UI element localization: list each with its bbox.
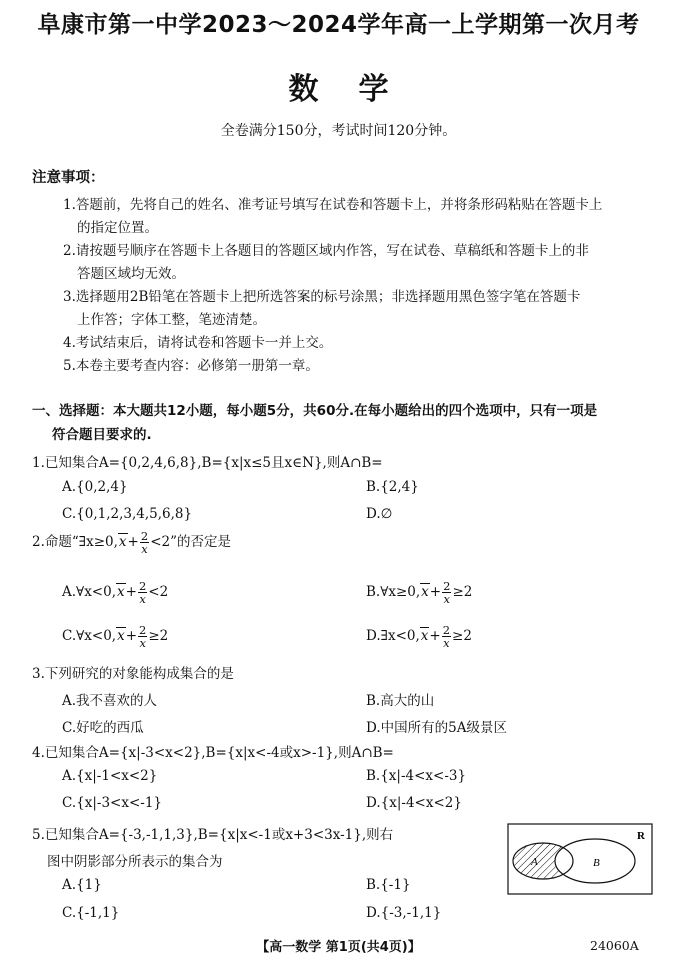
q4-option-a: A.{x|-1<x<2} xyxy=(62,768,158,784)
note-line: 的指定位置。 xyxy=(77,220,158,236)
section-heading: 一、选择题：本大题共12小题，每小题5分，共60分.在每小题给出的四个选项中，只有一项是 xyxy=(32,403,598,419)
q1-option-d: D.∅ xyxy=(366,506,393,522)
exam-title: 阜康市第一中学2023～2024学年高一上学期第一次月考 xyxy=(37,12,640,38)
question-5-stem-cont: 图中阴影部分所表示的集合为 xyxy=(47,854,223,870)
set-b-label: B xyxy=(593,857,600,869)
question-4-stem: 4.已知集合A={x|-3<x<2},B={x|x<-4或x>-1},则A∩B= xyxy=(32,745,394,761)
q2-option-d: D.∃x<0,x+ $\frac{2}{x}$ ≥2 xyxy=(366,623,472,650)
q1-option-a: A.{0,2,4} xyxy=(62,479,128,495)
q3-option-a: A.我不喜欢的人 xyxy=(62,693,158,709)
q1-option-c: C.{0,1,2,3,4,5,6,8} xyxy=(62,506,193,522)
q4-option-b: B.{x|-4<x<-3} xyxy=(366,768,467,784)
note-line: 答题区域均无效。 xyxy=(77,266,185,282)
venn-diagram xyxy=(507,823,653,895)
note-line: 5.本卷主要考查内容：必修第一册第一章。 xyxy=(63,358,319,374)
q3-option-b: B.高大的山 xyxy=(366,693,435,709)
note-line: 3.选择题用2B铅笔在答题卡上把所选答案的标号涂黑；非选择题用黑色签字笔在答题卡 xyxy=(63,289,581,305)
question-3-stem: 3.下列研究的对象能构成集合的是 xyxy=(32,666,234,682)
q1-option-b: B.{2,4} xyxy=(366,479,419,495)
note-line: 1.答题前，先将自己的姓名、准考证号填写在试卷和答题卡上，并将条形码粘贴在答题卡上 xyxy=(63,197,603,213)
q5-option-b: B.{-1} xyxy=(366,877,411,893)
note-line: 4.考试结束后，请将试卷和答题卡一并上交。 xyxy=(63,335,333,351)
page-footer: 【高一数学 第1页(共4页)】 xyxy=(256,940,421,955)
note-line: 上作答；字体工整，笔迹清楚。 xyxy=(77,312,266,328)
q3-option-c: C.好吃的西瓜 xyxy=(62,720,144,736)
q4-option-d: D.{x|-4<x<2} xyxy=(366,795,462,811)
section-heading-cont: 符合题目要求的. xyxy=(52,427,152,443)
q5-option-d: D.{-3,-1,1} xyxy=(366,905,442,921)
notes-heading: 注意事项： xyxy=(32,170,105,186)
note-line: 2.请按题号顺序在答题卡上各题目的答题区域内作答，写在试卷、草稿纸和答题卡上的非 xyxy=(63,243,589,259)
q2-option-c: C.∀x<0,x+ $\frac{2}{x}$ ≥2 xyxy=(62,623,169,650)
q2-option-a: A.∀x<0,x+ $\frac{2}{x}$ <2 xyxy=(62,579,169,606)
exam-info: 全卷满分150分，考试时间120分钟。 xyxy=(220,123,457,139)
q3-option-d: D.中国所有的5A级景区 xyxy=(366,720,507,736)
q5-option-a: A.{1} xyxy=(62,877,102,893)
question-5-stem: 5.已知集合A={-3,-1,1,3},B={x|x<-1或x+3<3x-1},则右 xyxy=(32,827,394,843)
q5-option-c: C.{-1,1} xyxy=(62,905,120,921)
paper-code: 24060A xyxy=(590,938,639,953)
q2-option-b: B.∀x≥0,x+ $\frac{2}{x}$ ≥2 xyxy=(366,579,473,606)
set-a-label: A xyxy=(531,856,538,868)
q4-option-c: C.{x|-3<x<-1} xyxy=(62,795,163,811)
universe-label: R xyxy=(637,830,645,842)
subject-title: 数学 xyxy=(288,72,429,107)
question-2-stem: 2.命题“∃x≥0,x+ $\frac{2}{x}$ <2”的否定是 xyxy=(32,529,231,556)
question-1-stem: 1.已知集合A={0,2,4,6,8},B={x|x≤5且x∈N},则A∩B= xyxy=(32,455,383,471)
